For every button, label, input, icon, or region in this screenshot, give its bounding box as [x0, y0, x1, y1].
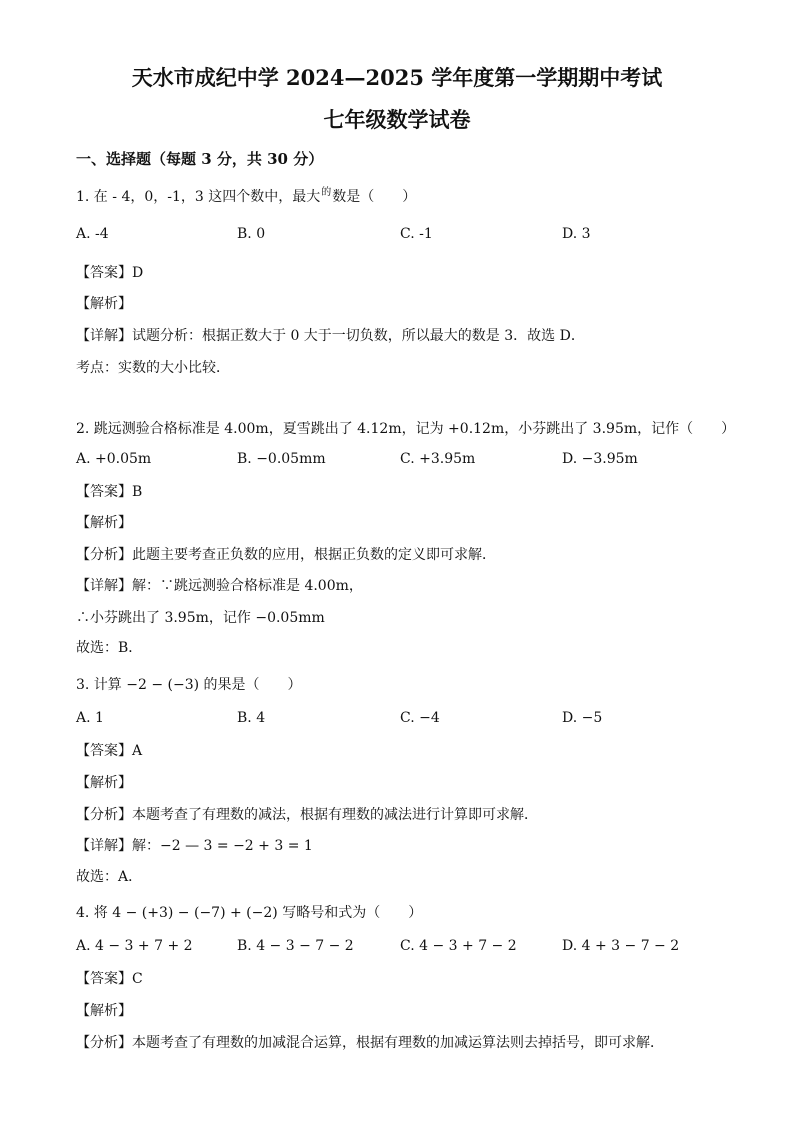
question-1-option-d: D. 3 — [562, 226, 591, 242]
section-heading: 一、选择题（每题 3 分，共 30 分） — [76, 150, 324, 168]
question-1-stem-part2: 数是（ ） — [332, 189, 417, 205]
question-3-choose: 故选：A． — [76, 869, 143, 885]
question-1-analysis: 【解析】 — [76, 296, 132, 312]
question-3-fenxi: 【分析】本题考查了有理数的减法，根据有理数的减法进行计算即可求解． — [76, 807, 538, 823]
question-3-detail: 【详解】解：−2 — 3 = −2 + 3 = 1 — [76, 838, 313, 854]
question-3-answer: 【答案】A — [76, 743, 143, 759]
question-2-detail: 【详解】解：∵跳远测验合格标准是 4.00m， — [76, 578, 363, 594]
question-1-stem-part1: 1. 在 - 4，0，-1，3 这四个数中，最大 — [76, 189, 321, 205]
question-1-option-c: C. -1 — [400, 226, 433, 242]
question-1-detail: 【详解】试题分析：根据正数大于 0 大于一切负数，所以最大的数是 3．故选 D． — [76, 328, 585, 344]
question-4-option-a: A. 4 − 3 + 7 + 2 — [76, 938, 193, 954]
question-2-option-b: B. −0.05mm — [237, 451, 326, 467]
question-4-option-c: C. 4 − 3 + 7 − 2 — [400, 938, 517, 954]
question-1-kaodian: 考点：实数的大小比较． — [76, 360, 230, 376]
question-2-analysis: 【解析】 — [76, 515, 132, 531]
question-4-answer: 【答案】C — [76, 971, 143, 987]
question-4-fenxi: 【分析】本题考查了有理数的加减混合运算，根据有理数的加减运算法则去掉括号，即可求解． — [76, 1035, 664, 1051]
question-3-stem: 3. 计算 −2 − (−3) 的果是（ ） — [76, 677, 302, 693]
question-3-analysis: 【解析】 — [76, 775, 132, 791]
question-2-answer: 【答案】B — [76, 484, 143, 500]
question-4-option-b: B. 4 − 3 − 7 − 2 — [237, 938, 354, 954]
question-2-fenxi: 【分析】此题主要考查正负数的应用，根据正负数的定义即可求解． — [76, 547, 496, 563]
question-2-option-a: A. +0.05m — [76, 451, 152, 467]
question-2-stem: 2. 跳远测验合格标准是 4.00m，夏雪跳出了 4.12m，记为 +0.12m，小芬跳出了 3.95m，记作（ ） — [76, 421, 736, 437]
question-2-option-c: C. +3.95m — [400, 451, 476, 467]
question-1-stem-superscript: 的 — [321, 187, 332, 198]
question-2-detail-2: ∴小芬跳出了 3.95m，记作 −0.05mm — [76, 610, 325, 626]
question-1-stem — [76, 186, 416, 206]
question-2-choose: 故选：B． — [76, 640, 143, 656]
question-1-option-a: A. -4 — [76, 226, 109, 242]
question-3-option-b: B. 4 — [237, 710, 266, 726]
question-1-answer: 【答案】D — [76, 265, 144, 281]
exam-subtitle: 七年级数学试卷 — [323, 107, 471, 132]
question-3-option-c: C. −4 — [400, 710, 440, 726]
question-1-option-b: B. 0 — [237, 226, 266, 242]
question-3-option-a: A. 1 — [76, 710, 104, 726]
question-2-option-d: D. −3.95m — [562, 451, 638, 467]
exam-title: 天水市成纪中学 2024—2025 学年度第一学期期中考试 — [131, 65, 663, 90]
question-4-stem: 4. 将 4 − (+3) − (−7) + (−2) 写略号和式为（ ） — [76, 905, 423, 921]
question-3-option-d: D. −5 — [562, 710, 603, 726]
question-4-option-d: D. 4 + 3 − 7 − 2 — [562, 938, 680, 954]
question-4-analysis: 【解析】 — [76, 1003, 132, 1019]
